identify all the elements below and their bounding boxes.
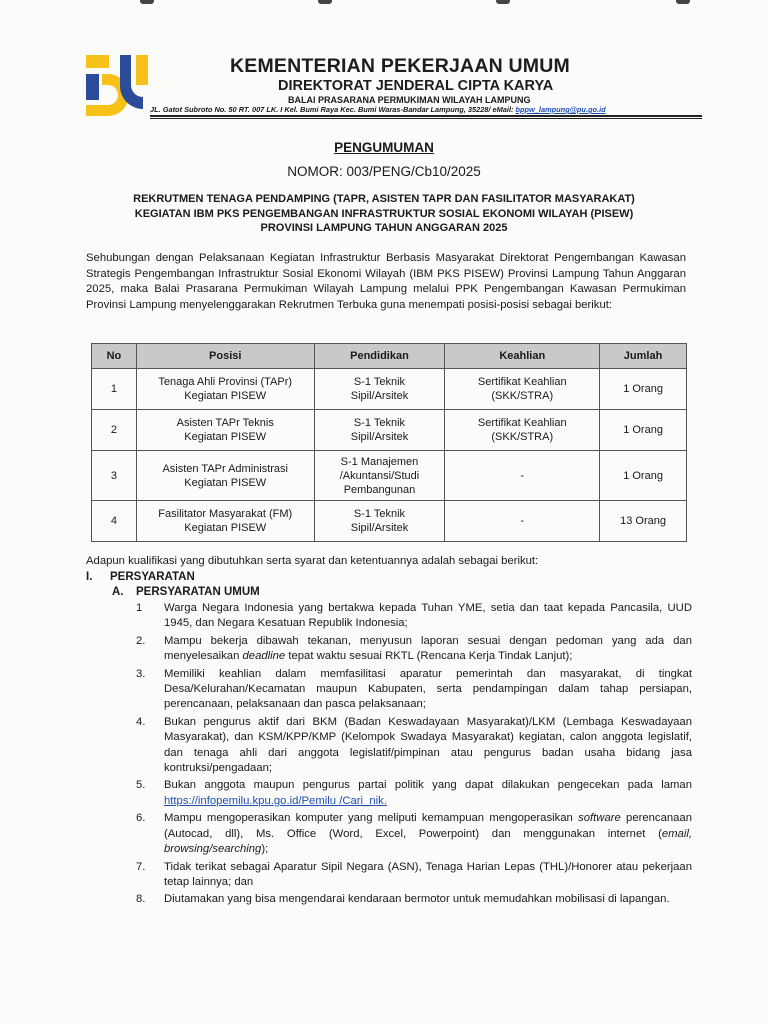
cell-line: S-1 Manajemen [340,455,419,468]
announcement-title-text: PENGUMUMAN [334,140,434,155]
subsection-number: A. [112,586,124,598]
section-number: I. [86,571,93,583]
cell-line: Fasilitator Masyarakat (FM) [158,508,293,520]
cell-pendidikan [314,410,445,451]
email-link[interactable]: bppw_lampung@pu.go.id [515,105,606,114]
col-header-posisi: Posisi [136,344,314,369]
item-text: Mampu mengoperasikan komputer yang meliputi kemampuan mengoperasikan [164,812,579,825]
cell-pendidikan [314,451,445,501]
cell-keahlian: - [445,501,600,542]
item-text-italic: deadline [242,650,286,663]
col-header-keahlian: Keahlian [445,344,600,369]
item-number: 5. [136,779,146,792]
cell-keahlian: - [445,451,600,501]
list-item [136,715,692,777]
cell-line: Sipil/Arsitek [350,431,409,443]
list-item [136,811,692,857]
cell-line: Asisten TAPr Teknis [176,417,274,429]
cell-no: 1 [92,369,137,410]
ministry-title: KEMENTERIAN PEKERJAAN UMUM [230,55,570,77]
item-text-italic: software [578,812,621,825]
col-header-jumlah: Jumlah [600,344,687,369]
item-text: Diutamakan yang bisa mengendarai kendaraan bermotor untuk memudahkan mobilisasi di lapangan. [164,893,670,906]
list-item [136,634,692,665]
cell-pendidikan [314,501,445,542]
cell-line: S-1 Teknik [353,508,406,520]
item-number: 7. [136,860,146,873]
item-number: 1 [136,602,143,614]
subsection-title: PERSYARATAN UMUM [136,586,260,598]
header-rule [150,115,702,117]
punch-mark [496,0,510,4]
cell-line: Kegiatan PISEW [184,476,267,489]
cell-line: Sipil/Arsitek [350,390,409,402]
heading-line: KEGIATAN IBM PKS PENGEMBANGAN INFRASTRUKTUR SOSIAL EKONOMI WILAYAH (PISEW) [134,207,634,220]
announcement-title [0,140,768,155]
cell-line: Tenaga Ahli Provinsi (TAPr) [158,376,293,388]
item-text: Bukan anggota maupun pengurus partai politik yang dapat dilakukan pengecekan pada laman [164,779,692,792]
intro-paragraph: Sehubungan dengan Pelaksanaan Kegiatan Infrastruktur Berbasis Masyarakat Direktorat Pengembangan Kawasan Strategis Pengembangan Infrastruktur Sosial Ekonomi Wilayah (IBM PKS PISEW) Provinsi Lampung Tahun Anggaran 2025, maka Balai Prasarana Permukiman Wilayah Lampung melalui PPK Pengembangan Kawasan Permukiman Provinsi Lampung menyelenggarakan Rekrutmen Terbuka guna menempati posisi-posisi sebagai berikut: [86,252,686,311]
cell-no: 3 [92,451,137,501]
cell-line: Kegiatan PISEW [184,522,267,534]
cell-jumlah: 1 Orang [600,451,687,501]
item-text: Bukan pengurus aktif dari BKM (Badan Keswadayaan Masyarakat)/LKM (Lembaga Keswadayaan Masyarakat), dan KSM/KPP/KMP (Kelompok Swadaya Masyarakat) kegiatan, calon anggota legislatif, dan tenaga ahli dari anggota legislatif/pimpinan atau pengurus badan usaha bidang jasa kontruksi/pengadaan; [164,715,692,775]
list-item [136,601,692,632]
item-text: ); [261,843,269,856]
section-title: PERSYARATAN [110,571,195,583]
announcement-number: NOMOR: 003/PENG/Cb10/2025 [287,164,481,179]
item-number: 8. [136,893,146,906]
cell-line: Pembangunan [343,483,416,496]
cell-line: Sertifikat Keahlian [477,417,567,429]
logo-yellow-post [136,55,148,85]
table-header-row [92,344,687,369]
table-row [92,451,687,501]
cell-jumlah: 1 Orang [600,369,687,410]
cell-line: Kegiatan PISEW [184,431,267,443]
item-text: tepat waktu sesuai RKTL (Rencana Kerja Tindak Lanjut); [285,650,573,663]
item-number: 2. [136,634,146,647]
item-number: 3. [136,667,146,680]
col-header-pendidikan: Pendidikan [314,344,445,369]
heading-line: REKRUTMEN TENAGA PENDAMPING (TAPR, ASISTEN TAPR DAN FASILITATOR MASYARAKAT) [133,193,635,205]
cell-line: Kegiatan PISEW [184,390,267,402]
logo-yellow-bar [86,55,109,68]
table-row [92,501,687,542]
subsection-heading [112,586,260,598]
unit-title: BALAI PRASARANA PERMUKIMAN WILAYAH LAMPUNG [288,95,531,105]
cell-no: 4 [92,501,137,542]
cell-jumlah: 13 Orang [600,501,687,542]
cell-line: (SKK/STRA) [491,390,554,402]
list-item [136,667,692,713]
positions-table [91,343,687,542]
list-item [136,892,692,907]
pu-logo-icon [86,55,148,120]
cell-no: 2 [92,410,137,451]
item-number: 4. [136,715,146,728]
item-number: 6. [136,812,146,825]
cell-keahlian [445,369,600,410]
header-rule-thin [150,118,702,119]
requirements-list [136,601,692,910]
address-line [150,105,606,114]
cell-posisi [136,501,314,542]
item-text: Tidak terikat sebagai Aparatur Sipil Negara (ASN), Tenaga Harian Lepas (THL)/Honorer atau pekerjaan tetap lainnya; dan [164,860,692,888]
punch-mark [676,0,690,4]
logo-blue-bar [86,74,99,100]
cell-line: Sipil/Arsitek [350,522,409,534]
item-text: Warga Negara Indonesia yang bertakwa kepada Tuhan YME, setia dan taat kepada Pancasila, UUD 1945, dan Negara Kesatuan Republik Indonesia; [164,602,692,630]
cell-line: Asisten TAPr Administrasi [162,462,288,475]
infopemilu-link[interactable]: https://infopemilu.kpu.go.id/Pemilu /Cari_nik. [164,794,387,807]
table-row [92,369,687,410]
cell-line: S-1 Teknik [353,417,406,429]
item-text-italic: email, browsing/searching [164,827,692,856]
punch-mark [140,0,154,4]
cell-posisi [136,369,314,410]
cell-line: /Akuntansi/Studi [339,469,420,482]
qualifications-intro: Adapun kualifikasi yang dibutuhkan serta syarat dan ketentuannya adalah sebagai berikut: [86,555,539,567]
list-item [136,778,692,809]
list-item [136,860,692,891]
cell-posisi [136,451,314,501]
address-text: JL. Gatot Subroto No. 50 RT. 007 LK. I Kel. Bumi Raya Kec. Bumi Waras-Bandar Lampung, 35228/ eMail: [150,105,516,114]
table-row [92,410,687,451]
cell-posisi [136,410,314,451]
section-heading [86,571,195,583]
cell-jumlah: 1 Orang [600,410,687,451]
item-text: perencanaan (Autocad, dll), Ms. Office (Word, Excel, Powerpoint) dan menggunakan internet ( [164,812,692,840]
cell-line: Sertifikat Keahlian [477,376,567,388]
item-text: Mampu bekerja dibawah tekanan, menyusun laporan sesuai dengan pedoman yang ada dan menyelesaikan [164,634,692,663]
heading-line: PROVINSI LAMPUNG TAHUN ANGGARAN 2025 [260,222,508,234]
col-header-no: No [92,344,137,369]
cell-pendidikan [314,369,445,410]
announcement-heading [0,192,768,236]
directorate-title: DIREKTORAT JENDERAL CIPTA KARYA [278,78,554,94]
cell-line: S-1 Teknik [353,376,406,388]
cell-line: (SKK/STRA) [491,431,554,443]
item-text: Memiliki keahlian dalam memfasilitasi aparatur pemerintah dan masyarakat, di tingkat Desa/Kelurahan/Kecamatan maupun Kabupaten, serta pendampingan dalam tahap persiapan, perencanaan, pelaksanaan dan pasca pelaksanaan; [164,667,692,711]
punch-mark [318,0,332,4]
cell-keahlian [445,410,600,451]
